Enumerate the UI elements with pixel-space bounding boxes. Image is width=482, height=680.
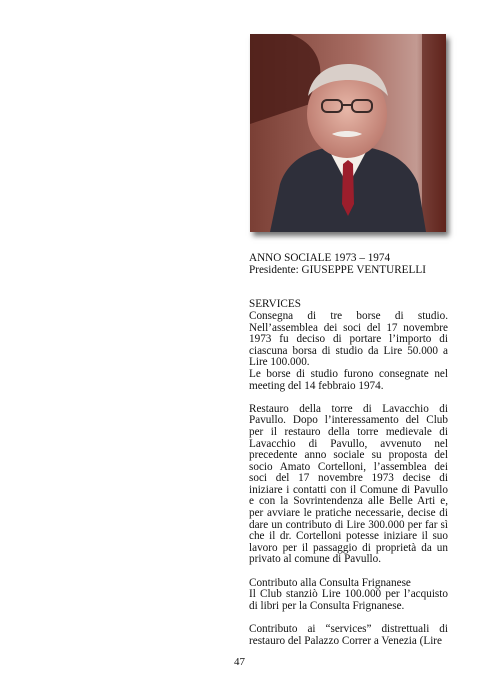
page-number: 47 bbox=[234, 656, 245, 668]
portrait-photo bbox=[250, 34, 446, 232]
president-line: Presidente: GIUSEPPE VENTURELLI bbox=[249, 263, 426, 276]
paragraph-consulta: Il Club stanziò Lire 100.000 per l’acquisto di libri per la Consulta Frignanese. bbox=[249, 588, 448, 612]
paragraph-restauro: Restauro della torre di Lavacchio di Pavullo. Dopo l’interessamento del Club per il restauro della torre medievale di Lavacchio di Pavullo, avvenuto nel precedente anno sociale su proposta del socio Amato Cortelloni, l’assemblea dei soci del 17 novembre 1973 decise di iniziare i contatti con il Comune di Pavullo e con la Sovrintendenza alle Belle Arti e, per avviare le pratiche necessarie, decise di dare un contributo di Lire 300.000 per far sì che il dr. Cortelloni potesse iniziare il suo lavoro per il passaggio di proprietà da un privato al comune di Pavullo. bbox=[249, 402, 448, 566]
services-heading: SERVICES bbox=[249, 298, 301, 311]
article-column bbox=[249, 253, 448, 647]
anno-sociale-line: ANNO SOCIALE 1973 – 1974 bbox=[249, 252, 391, 264]
paragraph-borse: Consegna di tre borse di studio. Nell’assemblea dei soci del 17 novembre 1973 fu deciso di portare l’importo di ciascuna borsa di studio da Lire 50.000 a Lire 100.000. bbox=[249, 309, 448, 369]
consulta-title: Contributo alla Consulta Frignanese bbox=[249, 576, 411, 589]
paragraph-correr: Contributo ai “services” distrettuali di restauro del Palazzo Correr a Venezia (Lire bbox=[249, 623, 448, 647]
paragraph-consegna: Le borse di studio furono consegnate nel meeting del 14 febbraio 1974. bbox=[249, 367, 448, 392]
